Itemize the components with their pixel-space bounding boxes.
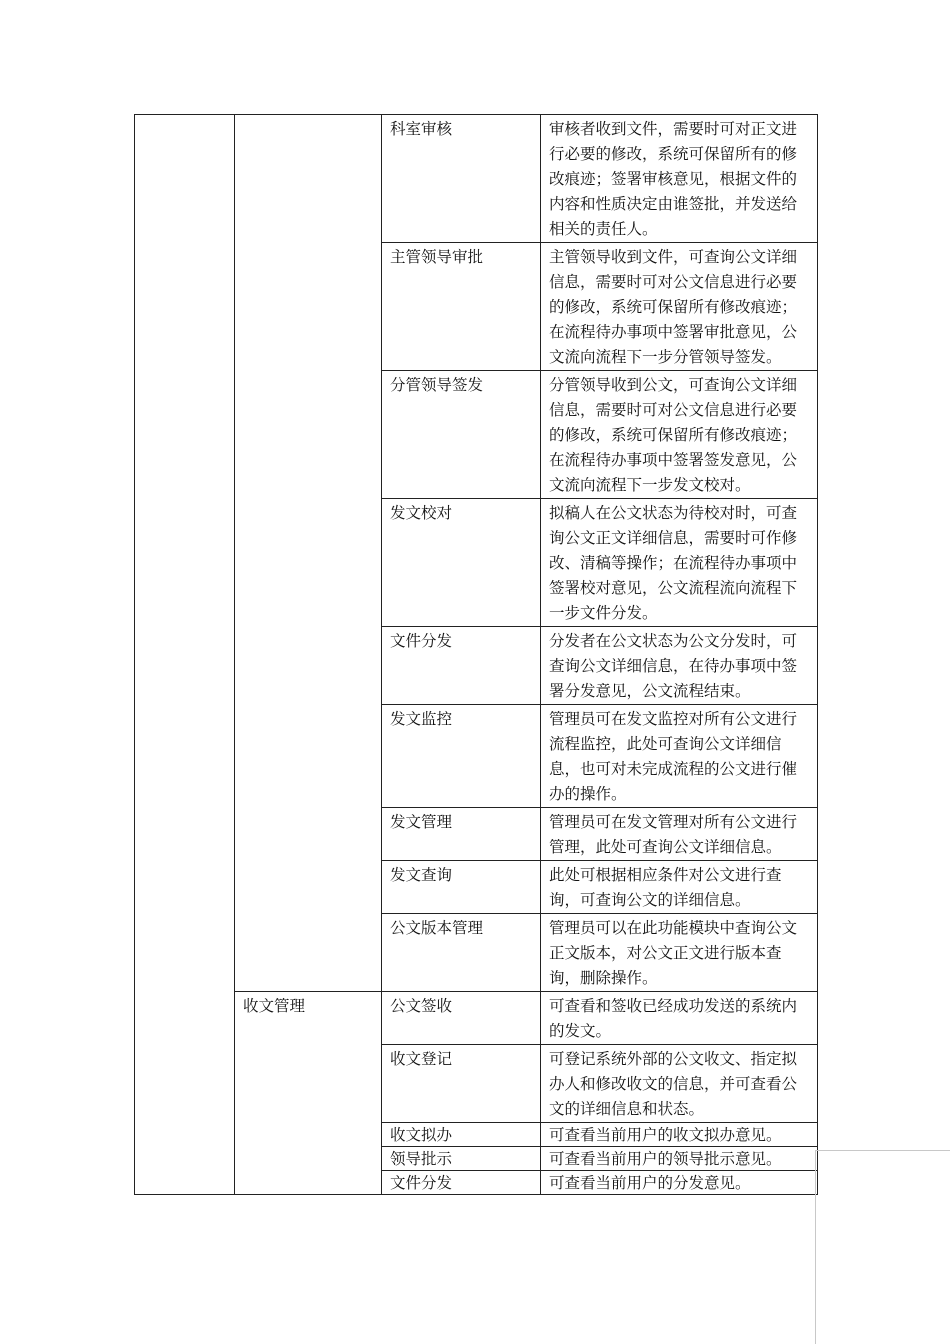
function-description-cell: 可查看和签收已经成功发送的系统内的发文。 xyxy=(541,992,818,1045)
function-name-cell: 文件分发 xyxy=(382,1171,541,1195)
table-row xyxy=(135,115,818,243)
function-name-cell: 公文签收 xyxy=(382,992,541,1045)
function-name-cell: 文件分发 xyxy=(382,627,541,705)
function-description-cell: 管理员可在发文监控对所有公文进行流程监控，此处可查询公文详细信息，也可对未完成流程的公文进行催办的操作。 xyxy=(541,705,818,808)
function-name-cell: 主管领导审批 xyxy=(382,243,541,371)
function-description-cell: 可查看当前用户的领导批示意见。 xyxy=(541,1147,818,1171)
function-name-cell: 收文拟办 xyxy=(382,1123,541,1147)
function-spec-table xyxy=(134,114,818,1195)
function-description-cell: 可登记系统外部的公文收文、指定拟办人和修改收文的信息，并可查看公文的详细信息和状态。 xyxy=(541,1045,818,1123)
table-row xyxy=(135,992,818,1045)
function-description-cell: 此处可根据相应条件对公文进行查询，可查询公文的详细信息。 xyxy=(541,861,818,914)
function-name-cell: 收文登记 xyxy=(382,1045,541,1123)
function-name-cell: 发文监控 xyxy=(382,705,541,808)
function-name-cell: 领导批示 xyxy=(382,1147,541,1171)
page-margin-guide-horizontal xyxy=(815,1150,950,1151)
module-cell xyxy=(235,115,382,992)
function-name-cell: 发文查询 xyxy=(382,861,541,914)
function-name-cell: 科室审核 xyxy=(382,115,541,243)
function-description-cell: 拟稿人在公文状态为待校对时，可查询公文正文详细信息，需要时可作修改、清稿等操作；在流程待办事项中签署校对意见，公文流程流向流程下一步文件分发。 xyxy=(541,499,818,627)
category-cell xyxy=(135,115,235,1195)
function-description-cell: 分管领导收到公文，可查询公文详细信息，需要时可对公文信息进行必要的修改，系统可保留所有修改痕迹；在流程待办事项中签署签发意见，公文流向流程下一步发文校对。 xyxy=(541,371,818,499)
function-name-cell: 分管领导签发 xyxy=(382,371,541,499)
function-name-cell: 发文管理 xyxy=(382,808,541,861)
function-description-cell: 管理员可以在此功能模块中查询公文正文版本，对公文正文进行版本查询，删除操作。 xyxy=(541,914,818,992)
function-description-cell: 审核者收到文件，需要时可对正文进行必要的修改，系统可保留所有的修改痕迹；签署审核意见，根据文件的内容和性质决定由谁签批，并发送给相关的责任人。 xyxy=(541,115,818,243)
function-name-cell: 发文校对 xyxy=(382,499,541,627)
function-description-cell: 可查看当前用户的分发意见。 xyxy=(541,1171,818,1195)
function-description-cell: 主管领导收到文件，可查询公文详细信息，需要时可对公文信息进行必要的修改，系统可保留所有修改痕迹；在流程待办事项中签署审批意见，公文流向流程下一步分管领导签发。 xyxy=(541,243,818,371)
page-margin-guide-vertical xyxy=(815,1150,816,1344)
module-cell-receive: 收文管理 xyxy=(235,992,382,1195)
function-description-cell: 管理员可在发文管理对所有公文进行管理，此处可查询公文详细信息。 xyxy=(541,808,818,861)
function-description-cell: 分发者在公文状态为公文分发时，可查询公文详细信息，在待办事项中签署分发意见，公文流程结束。 xyxy=(541,627,818,705)
function-description-cell: 可查看当前用户的收文拟办意见。 xyxy=(541,1123,818,1147)
function-name-cell: 公文版本管理 xyxy=(382,914,541,992)
